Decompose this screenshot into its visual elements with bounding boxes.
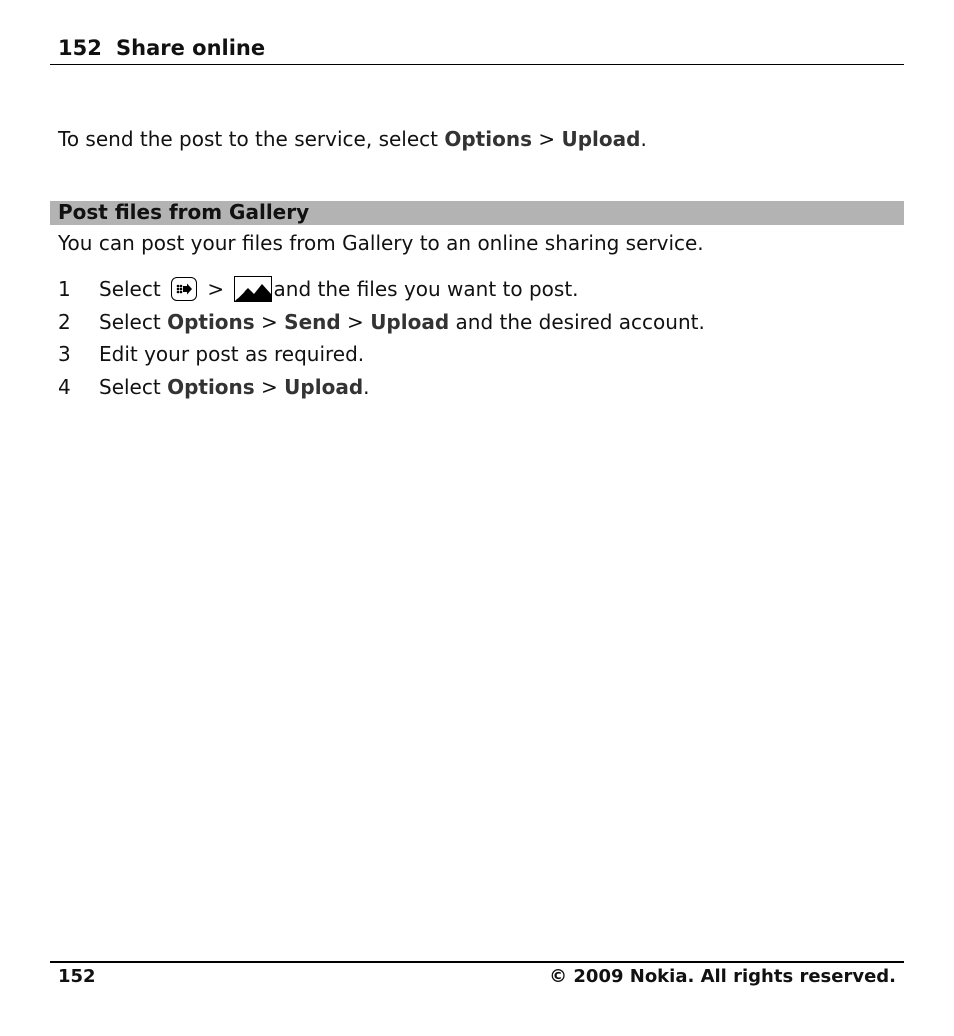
header-title: Share online: [116, 36, 266, 60]
footer-page-number: 152: [58, 966, 96, 987]
step-options: Options: [167, 310, 255, 334]
intro-text: To send the post to the service, select: [58, 127, 445, 151]
step-text: [99, 309, 705, 335]
section-heading-bar: [50, 201, 904, 225]
intro-paragraph: [58, 126, 647, 152]
step-text-part: and the files you want to post.: [273, 277, 579, 301]
step-text: [99, 276, 579, 302]
intro-upload: Upload: [561, 127, 641, 151]
step-number: 3: [58, 342, 71, 366]
step-text: [99, 374, 370, 400]
page-header: [50, 36, 904, 65]
step-text-part: Select: [99, 375, 168, 399]
step-sep: >: [254, 310, 285, 334]
footer-copyright: © 2009 Nokia. All rights reserved.: [549, 966, 896, 987]
step-upload: Upload: [284, 375, 364, 399]
step-upload: Upload: [370, 310, 450, 334]
section-description: You can post your files from Gallery to an online sharing service.: [58, 231, 704, 255]
step-text-part: .: [363, 375, 370, 399]
step-text-part: Select: [99, 310, 168, 334]
intro-options: Options: [444, 127, 532, 151]
step-sep: >: [254, 375, 285, 399]
step-number: 2: [58, 310, 71, 334]
step-text-part: Select: [99, 277, 168, 301]
step-options: Options: [167, 375, 255, 399]
intro-sep: >: [531, 127, 562, 151]
footer-divider: [50, 961, 904, 963]
step-number: 1: [58, 277, 71, 301]
section-title: Post files from Gallery: [58, 200, 310, 224]
step-text-part: and the desired account.: [449, 310, 705, 334]
step-sep: >: [201, 277, 231, 301]
gallery-icon: [234, 276, 272, 302]
menu-key-icon: [171, 277, 197, 301]
intro-end: .: [640, 127, 647, 151]
step-number: 4: [58, 375, 71, 399]
header-page-number: 152: [58, 36, 102, 60]
step-sep: >: [340, 310, 371, 334]
step-text: Edit your post as required.: [99, 342, 365, 366]
step-send: Send: [284, 310, 341, 334]
